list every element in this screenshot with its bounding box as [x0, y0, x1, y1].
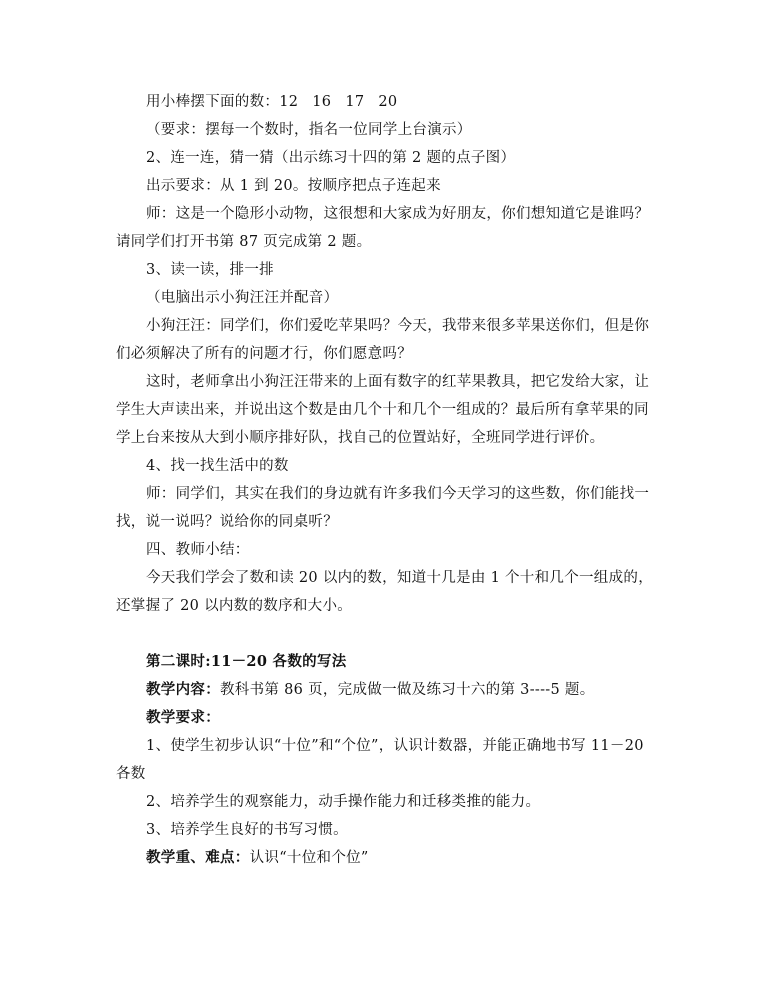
paragraph-requirement: （要求：摆每一个数时，指名一位同学上台演示）: [146, 122, 472, 138]
requirement-item: 2、培养学生的观察能力，动手操作能力和迁移类推的能力。: [146, 794, 541, 810]
number-item: 17: [345, 94, 365, 110]
paragraph-puppy-speech: 小狗汪汪：同学们，你们爱吃苹果吗？今天，我带来很多苹果送你们，但是你们必须解决了所有的问题才行，你们愿意吗？: [116, 318, 650, 362]
sticks-prefix: 用小棒摆下面的数：: [146, 94, 280, 110]
paragraph-computer-show: （电脑出示小狗汪汪并配音）: [146, 290, 339, 306]
key-text: 认识“十位和个位”: [249, 850, 369, 866]
paragraph-teacher-animal: 师：这是一个隐形小动物，这很想和大家成为好朋友，你们想知道它是谁吗？请同学们打开书第 87 页完成第 2 题。: [116, 206, 650, 250]
content-text: 教科书第 86 页，完成做一做及练习十六的第 3----5 题。: [220, 682, 595, 698]
requirement-item: 3、培养学生良好的书写习惯。: [146, 822, 348, 838]
requirements-heading: 教学要求：: [146, 709, 220, 726]
paragraph-sticks: [116, 88, 656, 116]
paragraph-apples: 这时，老师拿出小狗汪汪带来的上面有数字的红苹果教具，把它发给大家，让学生大声读出来，并说出这个数是由几个十和几个一组成的？最后所有拿苹果的同学上台来按从大到小顺序排好队，找自己的位置站好，全班同学进行评价。: [116, 374, 650, 446]
paragraph-teacher-question: 师：同学们，其实在我们的身边就有许多我们今天学习的这些数，你们能找一找，说一说吗？说给你的同桌听？: [116, 486, 650, 530]
paragraph-find-numbers: 4、找一找生活中的数: [146, 458, 289, 474]
paragraph-connect-dots: 2、连一连，猜一猜（出示练习十四的第 2 题的点子图）: [146, 150, 516, 166]
section-spacer: [116, 620, 656, 648]
paragraph-summary-heading: 四、教师小结：: [146, 542, 250, 558]
number-item: 20: [378, 94, 398, 110]
number-item: 12: [279, 94, 299, 110]
paragraph-key-points: [116, 844, 656, 872]
number-list: [279, 94, 397, 110]
key-label: 教学重、难点：: [146, 849, 250, 866]
document-page: [116, 88, 656, 872]
section-title: 第二课时:11－20 各数的写法: [146, 653, 347, 670]
paragraph-show-requirement: 出示要求：从 1 到 20。按顺序把点子连起来: [146, 178, 441, 194]
content-label: 教学内容：: [146, 681, 220, 698]
paragraph-teaching-content: [116, 676, 656, 704]
paragraph-summary: 今天我们学会了数和读 20 以内的数，知道十几是由 1 个十和几个一组成的，还掌握了 20 以内数的数序和大小。: [116, 570, 654, 614]
number-item: 16: [312, 94, 332, 110]
requirement-item: 1、使学生初步认识“十位”和“个位”，认识计数器，并能正确地书写 11－20 各数: [116, 738, 649, 782]
paragraph-read-sort: 3、读一读，排一排: [146, 262, 274, 278]
